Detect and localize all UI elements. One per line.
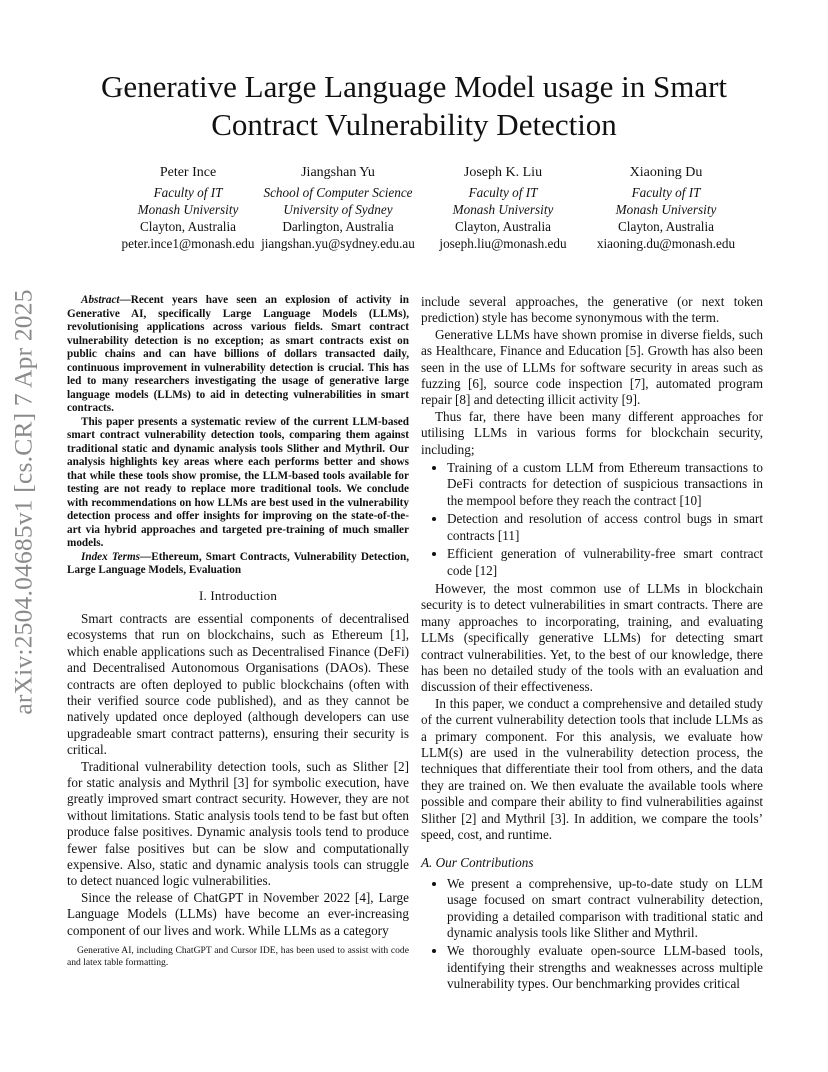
body-paragraph: Traditional vulnerability detection tools, such as Slither [2] for static analysis and Mythril [3] for symbolic execution, have greatly improved smart contract security. However, they are not without limitations. Static analysis tools tend to be fast but often produce false positives. Dynamic analysis tools tend to produce fewer false positives but can be slow and computationally expensive. Also, static and dynamic analysis tools can struggle to detect nuanced logic vulnerabilities. bbox=[67, 758, 409, 889]
author-email: xiaoning.du@monash.edu bbox=[596, 236, 736, 251]
bullet-list bbox=[421, 460, 763, 579]
abstract-paragraph-2: This paper presents a systematic review of the current LLM-based smart contract vulnerability detection tools, comparing them against traditional static and dynamic analysis tools Slither and Mythril. Our analysis highlights key areas where each performs better and shows that while these tools show promise, the LLM-based tools available for testing are not ready to replace more traditional tools. We conclude with recommendations on how LLMs are best used in the vulnerability detection process and offer insights for improving on the state-of-the-art via hybrid approaches and targeted pre-training of much smaller models. bbox=[67, 415, 409, 549]
left-column bbox=[67, 294, 409, 939]
body-paragraph: In this paper, we conduct a comprehensive and detailed study of the current vulnerability detection tools that include LLMs as a primary component. For this analysis, we evaluate how LLM(s) are used in the vulnerability detection process, the techniques that differentiate their tool from others, and the data they are trained on. We then evaluate the available tools where possible and compare their ability to find vulnerabilities against Slither [2] and Mythril [3]. In addition, we compare the tools’ speed, cost, and runtime. bbox=[421, 695, 763, 842]
author-dept: School of Computer Science bbox=[263, 185, 413, 200]
author-block bbox=[586, 164, 746, 252]
author-dept: Faculty of IT bbox=[153, 185, 223, 200]
list-item: • Efficient generation of vulnerability-free smart contract code [12] bbox=[447, 546, 763, 579]
author-email: peter.ince1@monash.edu bbox=[121, 236, 255, 251]
abstract-label: Abstract bbox=[81, 294, 120, 306]
author-name: Joseph K. Liu bbox=[463, 165, 543, 180]
author-dept: Faculty of IT bbox=[631, 185, 701, 200]
list-item: • We thoroughly evaluate open-source LLM-based tools, identifying their strengths and weaknesses across multiple vulnerability types. Our benchmarking provides critical bbox=[447, 943, 763, 992]
author-location: Clayton, Australia bbox=[455, 219, 551, 234]
footnote bbox=[67, 945, 409, 969]
body-paragraph: include several approaches, the generative (or next token prediction) style has become synonymous with the term. bbox=[421, 294, 763, 326]
index-terms-text: —Ethereum, Smart Contracts, Vulnerability Detection, Large Language Models, Evaluation bbox=[67, 550, 409, 576]
author-dept: Faculty of IT bbox=[468, 185, 538, 200]
abstract-text: —Recent years have seen an explosion of activity in Generative AI, specifically Large Language Models (LLMs), revolutionising applications across various fields. Smart contract vulnerability detection is no exception; as smart contracts exist on public chains and can have billions of dollars transacted daily, continuous improvement in vulnerability detection is crucial. This has led to many researchers investigating the usage of generative large language models (LLMs) to aid in detecting vulnerabilities in smart contracts. bbox=[67, 294, 409, 414]
list-item: • We present a comprehensive, up-to-date study on LLM usage focused on smart contract vulnerability detection, providing a detailed comparison with traditional static and dynamic analysis tools like Slither and Mythril. bbox=[447, 876, 763, 942]
arxiv-sidebar-stamp bbox=[2, 266, 46, 738]
author-block bbox=[246, 164, 430, 252]
footnote-text: Generative AI, including ChatGPT and Cursor IDE, has been used to assist with code and latex table formatting. bbox=[67, 945, 409, 968]
title-line-2: Contract Vulnerability Detection bbox=[211, 107, 617, 142]
subsection-heading: A. Our Contributions bbox=[421, 855, 534, 871]
body-paragraph: However, the most common use of LLMs in blockchain security is to detect vulnerabilities in smart contracts. There are many approaches to incorporating, training, and evaluating LLMs (specifically generative LLMs) for detecting smart contract vulnerabilities. Yet, to the best of our knowledge, there has been no detailed study of the tools with an evaluation and discussion of their effectiveness. bbox=[421, 580, 763, 695]
author-name: Jiangshan Yu bbox=[301, 165, 375, 180]
author-institution: Monash University bbox=[137, 202, 239, 217]
list-item: • Training of a custom LLM from Ethereum transactions to DeFi contracts for detection of suspicious transactions in the mempool before they reach the contract [10] bbox=[447, 460, 763, 509]
body-paragraph: Thus far, there have been many different approaches for utilising LLMs in various forms for blockchain security, including; bbox=[421, 408, 763, 457]
abstract-paragraph bbox=[67, 294, 409, 416]
author-name: Peter Ince bbox=[159, 165, 217, 180]
author-institution: University of Sydney bbox=[283, 202, 393, 217]
index-terms bbox=[67, 551, 409, 578]
body-paragraph: Smart contracts are essential components of decentralised ecosystems that run on blockchains, such as Ethereum [1], which enable applications such as Decentralised Finance (DeFi) and Decentralised Autonomous Organisations (DAOs). These contracts are often deployed to public blockchains (often with their verified source code published), and as they cannot be natively updated once deployed (although developers can use upgradeable smart contract patterns), ensuring their security is critical. bbox=[67, 610, 409, 758]
right-column bbox=[421, 294, 763, 995]
contributions-list bbox=[421, 876, 763, 993]
body-paragraph: Since the release of ChatGPT in November 2022 [4], Large Language Models (LLMs) have become an ever-increasing component of our lives and work. While LLMs as a category bbox=[67, 889, 409, 938]
paper-title bbox=[40, 68, 788, 144]
author-institution: Monash University bbox=[615, 202, 717, 217]
author-email: jiangshan.yu@sydney.edu.au bbox=[261, 236, 415, 251]
author-email: joseph.liu@monash.edu bbox=[439, 236, 567, 251]
title-line-1: Generative Large Language Model usage in Smart bbox=[100, 69, 728, 104]
author-block bbox=[428, 164, 578, 252]
author-institution: Monash University bbox=[452, 202, 554, 217]
list-item: • Detection and resolution of access control bugs in smart contracts [11] bbox=[447, 511, 763, 544]
author-location: Darlington, Australia bbox=[282, 219, 394, 234]
author-location: Clayton, Australia bbox=[140, 219, 236, 234]
author-name: Xiaoning Du bbox=[629, 165, 703, 180]
arxiv-stamp-text: arXiv:2504.04685v1 [cs.CR] 7 Apr 2025 bbox=[9, 289, 39, 715]
index-terms-label: Index Terms bbox=[81, 550, 141, 563]
body-paragraph: Generative LLMs have shown promise in diverse fields, such as Healthcare, Finance and Education [5]. Growth has also been seen in the use of LLMs for software security in areas such as fuzzing [6], source code inspection [7], automated program repair [8] and detecting illicit activity [9]. bbox=[421, 326, 763, 408]
section-heading: I. Introduction bbox=[198, 587, 278, 603]
author-location: Clayton, Australia bbox=[618, 219, 714, 234]
